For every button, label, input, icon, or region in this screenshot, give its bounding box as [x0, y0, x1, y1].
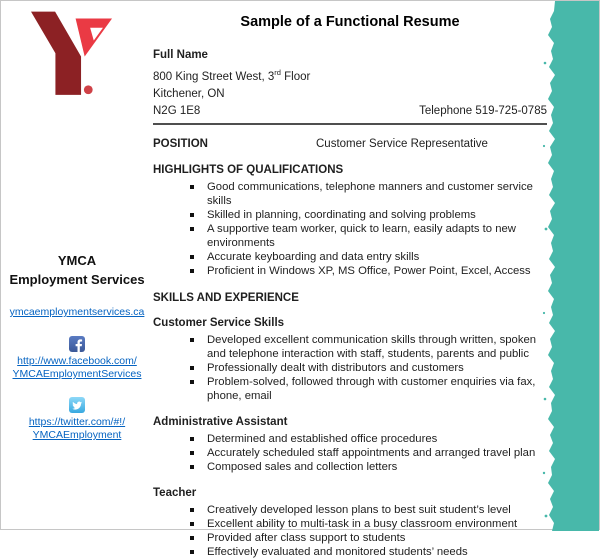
bullet-icon [190, 522, 194, 526]
facebook-url-line2[interactable]: YMCAEmploymentServices [12, 368, 142, 380]
contact-header [153, 47, 547, 125]
facebook-url-line1[interactable]: http://www.facebook.com/ [17, 355, 137, 367]
group-list [153, 432, 547, 474]
bullet-icon [190, 255, 194, 259]
position-value: Customer Service Representative [316, 137, 488, 150]
list-item: Professionally dealt with distributors and customers [153, 361, 547, 375]
org-name [1, 251, 153, 289]
bullet-icon [190, 380, 194, 384]
bullet-icon [190, 451, 194, 455]
highlights-heading: HIGHLIGHTS OF QUALIFICATIONS [153, 163, 344, 176]
facebook-section [1, 335, 153, 381]
group-list [153, 333, 547, 403]
bullet-icon [190, 536, 194, 540]
list-item: Composed sales and collection letters [153, 460, 547, 474]
group-title: Administrative Assistant [153, 415, 288, 428]
postal-code: N2G 1E8 [153, 104, 201, 117]
list-item: Developed excellent communication skills through written, spoken and telephone interaction with staff, students, parents and public [153, 333, 547, 361]
telephone: Telephone 519-725-0785 [419, 104, 547, 117]
twitter-url [1, 416, 153, 442]
website-link[interactable]: ymcaemploymentservices.ca [9, 306, 145, 318]
twitter-icon[interactable] [69, 397, 85, 413]
bullet-icon [190, 366, 194, 370]
postal-telephone-row [153, 103, 547, 125]
list-item: Provided after class support to students [153, 531, 547, 545]
bullet-icon [190, 338, 194, 342]
list-item: Accurately scheduled staff appointments and arranged travel plan [153, 446, 547, 460]
bullet-icon [190, 213, 194, 217]
bullet-icon [190, 227, 194, 231]
bullet-icon [190, 550, 194, 554]
list-item: Effectively evaluated and monitored students’ needs [153, 545, 547, 559]
list-item: Proficient in Windows XP, MS Office, Power Point, Excel, Access [153, 264, 547, 278]
highlights-list [153, 180, 547, 278]
list-item: Skilled in planning, coordinating and solving problems [153, 208, 547, 222]
facebook-url [1, 355, 153, 381]
group-title: Customer Service Skills [153, 316, 285, 329]
group-title: Teacher [153, 486, 197, 499]
address-line1: 800 King Street West, 3rd Floor [153, 68, 311, 83]
skill-group-teacher [153, 487, 547, 559]
skill-group-customer-service [153, 317, 547, 403]
org-name-line2: Employment Services [9, 272, 145, 287]
bullet-icon [190, 508, 194, 512]
list-item: Excellent ability to multi-task in a busy classroom environment [153, 517, 547, 531]
torn-teal-strip [541, 1, 599, 531]
list-item: Creatively developed lesson plans to best suit student’s level [153, 503, 547, 517]
list-item: Problem-solved, followed through with customer enquiries via fax, phone, email [153, 375, 547, 403]
bullet-icon [190, 465, 194, 469]
list-item: Accurate keyboarding and data entry skills [153, 250, 547, 264]
resume-content [153, 1, 547, 559]
skills-heading: SKILLS AND EXPERIENCE [153, 291, 299, 304]
skill-group-administrative [153, 416, 547, 474]
group-list [153, 503, 547, 559]
position-label: POSITION [153, 137, 208, 150]
list-item: Determined and established office procedures [153, 432, 547, 446]
bullet-icon [190, 185, 194, 189]
twitter-url-line1[interactable]: https://twitter.com/#!/ [28, 416, 126, 428]
facebook-icon[interactable] [69, 336, 85, 352]
bullet-icon [190, 437, 194, 441]
position-row [153, 138, 547, 150]
address-line2: Kitchener, ON [153, 87, 225, 100]
twitter-url-line2[interactable]: YMCAEmployment [32, 429, 122, 441]
full-name: Full Name [153, 49, 208, 61]
bullet-icon [190, 269, 194, 273]
page-title: Sample of a Functional Resume [240, 14, 460, 30]
twitter-section [1, 396, 153, 442]
sidebar [1, 251, 153, 442]
list-item: Good communications, telephone manners and customer service skills [153, 180, 547, 208]
list-item: A supportive team worker, quick to learn, easily adapts to new environments [153, 222, 547, 250]
ymca-logo-icon [31, 11, 123, 101]
org-name-line1: YMCA [57, 253, 97, 268]
